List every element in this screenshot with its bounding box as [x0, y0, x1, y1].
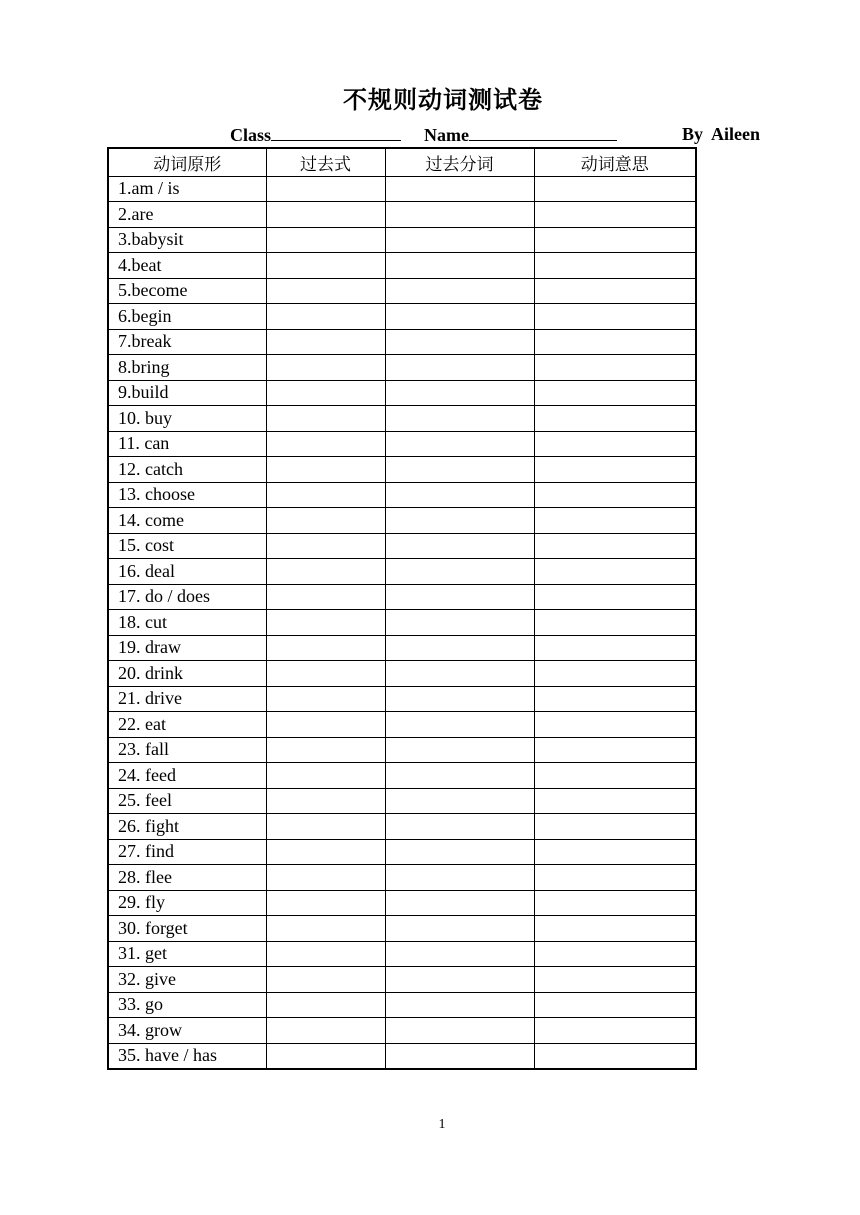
table-row [108, 329, 696, 355]
table-row [108, 916, 696, 942]
table-row [108, 227, 696, 253]
class-field [230, 124, 401, 146]
past-participle-blank[interactable] [385, 661, 534, 687]
meaning-blank[interactable] [534, 737, 696, 763]
table-row [108, 457, 696, 483]
meaning-blank[interactable] [534, 457, 696, 483]
table-row [108, 865, 696, 891]
past-participle-blank[interactable] [385, 839, 534, 865]
name-field [424, 124, 617, 146]
meaning-blank[interactable] [534, 992, 696, 1018]
verb-base-form: 4.beat [108, 253, 266, 279]
past-tense-blank[interactable] [266, 482, 385, 508]
past-participle-blank[interactable] [385, 176, 534, 202]
meaning-blank[interactable] [534, 584, 696, 610]
header-past-participle: 过去分词 [385, 148, 534, 176]
past-participle-blank[interactable] [385, 967, 534, 993]
past-participle-blank[interactable] [385, 890, 534, 916]
past-participle-blank[interactable] [385, 635, 534, 661]
verb-base-form: 30. forget [108, 916, 266, 942]
past-participle-blank[interactable] [385, 1043, 534, 1069]
table-row [108, 967, 696, 993]
meaning-blank[interactable] [534, 1043, 696, 1069]
verb-base-form: 32. give [108, 967, 266, 993]
table-row [108, 380, 696, 406]
verb-base-form: 14. come [108, 508, 266, 534]
past-participle-blank[interactable] [385, 737, 534, 763]
past-participle-blank[interactable] [385, 355, 534, 381]
meaning-blank[interactable] [534, 788, 696, 814]
table-row [108, 533, 696, 559]
past-participle-blank[interactable] [385, 304, 534, 330]
meaning-blank[interactable] [534, 941, 696, 967]
verb-base-form: 13. choose [108, 482, 266, 508]
past-participle-blank[interactable] [385, 227, 534, 253]
past-tense-blank[interactable] [266, 431, 385, 457]
verb-base-form: 17. do / does [108, 584, 266, 610]
past-tense-blank[interactable] [266, 916, 385, 942]
past-tense-blank[interactable] [266, 559, 385, 585]
past-tense-blank[interactable] [266, 788, 385, 814]
verb-base-form: 20. drink [108, 661, 266, 687]
meaning-blank[interactable] [534, 916, 696, 942]
past-tense-blank[interactable] [266, 737, 385, 763]
table-row [108, 814, 696, 840]
past-tense-blank[interactable] [266, 712, 385, 738]
verb-base-form: 22. eat [108, 712, 266, 738]
table-row [108, 406, 696, 432]
table-row [108, 176, 696, 202]
past-participle-blank[interactable] [385, 686, 534, 712]
header-past-tense: 过去式 [266, 148, 385, 176]
meaning-blank[interactable] [534, 865, 696, 891]
past-participle-blank[interactable] [385, 788, 534, 814]
class-blank[interactable] [271, 124, 401, 141]
past-participle-blank[interactable] [385, 941, 534, 967]
past-tense-blank[interactable] [266, 992, 385, 1018]
meaning-blank[interactable] [534, 533, 696, 559]
verb-base-form: 34. grow [108, 1018, 266, 1044]
table-row [108, 1018, 696, 1044]
meaning-blank[interactable] [534, 304, 696, 330]
name-label: Name [424, 125, 469, 145]
past-tense-blank[interactable] [266, 202, 385, 228]
table-row [108, 355, 696, 381]
past-participle-blank[interactable] [385, 508, 534, 534]
meaning-blank[interactable] [534, 278, 696, 304]
meaning-blank[interactable] [534, 329, 696, 355]
meaning-blank[interactable] [534, 380, 696, 406]
table-row [108, 737, 696, 763]
past-participle-blank[interactable] [385, 380, 534, 406]
verb-test-table [107, 147, 697, 1070]
verb-base-form: 21. drive [108, 686, 266, 712]
past-participle-blank[interactable] [385, 712, 534, 738]
table-row [108, 610, 696, 636]
meaning-blank[interactable] [534, 610, 696, 636]
past-tense-blank[interactable] [266, 380, 385, 406]
past-tense-blank[interactable] [266, 1043, 385, 1069]
past-tense-blank[interactable] [266, 176, 385, 202]
table-row [108, 661, 696, 687]
verb-base-form: 26. fight [108, 814, 266, 840]
table-header-row [108, 148, 696, 176]
past-participle-blank[interactable] [385, 814, 534, 840]
meaning-blank[interactable] [534, 814, 696, 840]
past-participle-blank[interactable] [385, 431, 534, 457]
meaning-blank[interactable] [534, 482, 696, 508]
past-participle-blank[interactable] [385, 865, 534, 891]
table-row [108, 584, 696, 610]
table-row [108, 508, 696, 534]
table-row [108, 304, 696, 330]
page-number: 1 [438, 1117, 446, 1132]
past-participle-blank[interactable] [385, 1018, 534, 1044]
past-tense-blank[interactable] [266, 406, 385, 432]
verb-base-form: 28. flee [108, 865, 266, 891]
meaning-blank[interactable] [534, 890, 696, 916]
meaning-blank[interactable] [534, 763, 696, 789]
meaning-blank[interactable] [534, 355, 696, 381]
past-tense-blank[interactable] [266, 610, 385, 636]
table-row [108, 482, 696, 508]
past-participle-blank[interactable] [385, 992, 534, 1018]
past-participle-blank[interactable] [385, 533, 534, 559]
past-tense-blank[interactable] [266, 329, 385, 355]
past-participle-blank[interactable] [385, 559, 534, 585]
table-row [108, 559, 696, 585]
past-participle-blank[interactable] [385, 457, 534, 483]
table-row [108, 635, 696, 661]
past-participle-blank[interactable] [385, 406, 534, 432]
table-row [108, 202, 696, 228]
past-participle-blank[interactable] [385, 202, 534, 228]
meaning-blank[interactable] [534, 508, 696, 534]
past-tense-blank[interactable] [266, 304, 385, 330]
table-row [108, 431, 696, 457]
past-tense-blank[interactable] [266, 584, 385, 610]
class-label: Class [230, 125, 272, 145]
table-row [108, 941, 696, 967]
past-tense-blank[interactable] [266, 355, 385, 381]
verb-base-form: 1.am / is [108, 176, 266, 202]
table-row [108, 278, 696, 304]
verb-base-form: 5.become [108, 278, 266, 304]
meaning-blank[interactable] [534, 839, 696, 865]
header-base-form: 动词原形 [108, 148, 266, 176]
verb-base-form: 24. feed [108, 763, 266, 789]
past-tense-blank[interactable] [266, 941, 385, 967]
past-tense-blank[interactable] [266, 967, 385, 993]
verb-base-form: 8.bring [108, 355, 266, 381]
verb-base-form: 16. deal [108, 559, 266, 585]
table-row [108, 890, 696, 916]
past-tense-blank[interactable] [266, 814, 385, 840]
verb-base-form: 15. cost [108, 533, 266, 559]
past-participle-blank[interactable] [385, 253, 534, 279]
past-participle-blank[interactable] [385, 482, 534, 508]
table-row [108, 763, 696, 789]
meaning-blank[interactable] [534, 1018, 696, 1044]
meaning-blank[interactable] [534, 431, 696, 457]
verb-base-form: 6.begin [108, 304, 266, 330]
meaning-blank[interactable] [534, 227, 696, 253]
past-tense-blank[interactable] [266, 865, 385, 891]
meaning-blank[interactable] [534, 202, 696, 228]
verb-base-form: 12. catch [108, 457, 266, 483]
table-row [108, 686, 696, 712]
meaning-blank[interactable] [534, 712, 696, 738]
verb-base-form: 23. fall [108, 737, 266, 763]
page-title: 不规则动词测试卷 [343, 85, 543, 114]
meaning-blank[interactable] [534, 686, 696, 712]
past-tense-blank[interactable] [266, 533, 385, 559]
verb-base-form: 11. can [108, 431, 266, 457]
verb-base-form: 2.are [108, 202, 266, 228]
past-tense-blank[interactable] [266, 1018, 385, 1044]
table-row [108, 992, 696, 1018]
past-participle-blank[interactable] [385, 584, 534, 610]
past-tense-blank[interactable] [266, 635, 385, 661]
past-participle-blank[interactable] [385, 763, 534, 789]
table-row [108, 1043, 696, 1069]
name-blank[interactable] [469, 124, 617, 141]
header-meaning: 动词意思 [534, 148, 696, 176]
past-tense-blank[interactable] [266, 457, 385, 483]
past-tense-blank[interactable] [266, 278, 385, 304]
past-participle-blank[interactable] [385, 329, 534, 355]
past-tense-blank[interactable] [266, 686, 385, 712]
verb-base-form: 10. buy [108, 406, 266, 432]
past-tense-blank[interactable] [266, 890, 385, 916]
verb-base-form: 25. feel [108, 788, 266, 814]
past-participle-blank[interactable] [385, 916, 534, 942]
verb-base-form: 9.build [108, 380, 266, 406]
past-participle-blank[interactable] [385, 278, 534, 304]
verb-base-form: 18. cut [108, 610, 266, 636]
table-row [108, 712, 696, 738]
table-row [108, 788, 696, 814]
author-label: By Aileen [682, 124, 761, 144]
meaning-blank[interactable] [534, 661, 696, 687]
verb-base-form: 19. draw [108, 635, 266, 661]
meaning-blank[interactable] [534, 406, 696, 432]
past-tense-blank[interactable] [266, 253, 385, 279]
verb-base-form: 27. find [108, 839, 266, 865]
table-row [108, 253, 696, 279]
past-tense-blank[interactable] [266, 763, 385, 789]
verb-base-form: 3.babysit [108, 227, 266, 253]
student-info-line [0, 124, 860, 148]
past-tense-blank[interactable] [266, 227, 385, 253]
past-tense-blank[interactable] [266, 839, 385, 865]
meaning-blank[interactable] [534, 967, 696, 993]
meaning-blank[interactable] [534, 559, 696, 585]
past-participle-blank[interactable] [385, 610, 534, 636]
verb-base-form: 31. get [108, 941, 266, 967]
verb-base-form: 33. go [108, 992, 266, 1018]
table-row [108, 839, 696, 865]
verb-base-form: 29. fly [108, 890, 266, 916]
verb-base-form: 7.break [108, 329, 266, 355]
past-tense-blank[interactable] [266, 661, 385, 687]
verb-base-form: 35. have / has [108, 1043, 266, 1069]
meaning-blank[interactable] [534, 253, 696, 279]
meaning-blank[interactable] [534, 176, 696, 202]
past-tense-blank[interactable] [266, 508, 385, 534]
meaning-blank[interactable] [534, 635, 696, 661]
